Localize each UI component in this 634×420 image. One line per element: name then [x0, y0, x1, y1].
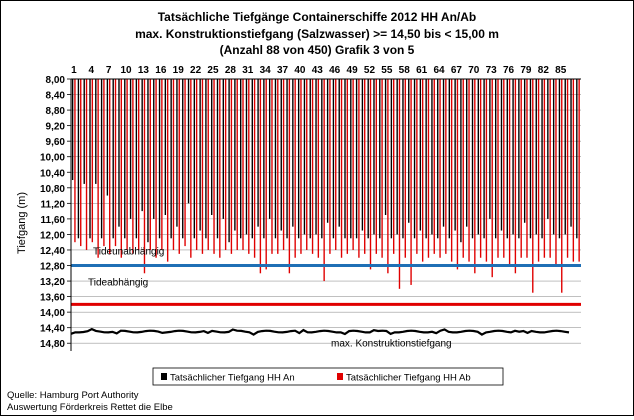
bar-hh-ab [138, 79, 139, 250]
bar-hh-ab [80, 79, 81, 246]
x-tick-label: 70 [468, 65, 480, 76]
bar-hh-an [89, 79, 90, 238]
bar-hh-ab [150, 79, 151, 250]
bar-hh-an [454, 79, 455, 231]
legend-label-an: Tatsächlicher Tiefgang HH An [170, 372, 295, 384]
bar-hh-an [240, 79, 241, 238]
bar-hh-an [425, 79, 426, 238]
x-tick-label: 79 [520, 65, 532, 76]
bar-hh-ab [544, 79, 545, 258]
bar-hh-ab [364, 79, 365, 254]
bar-hh-ab [179, 79, 180, 254]
bar-hh-an [524, 79, 525, 223]
bar-hh-an [263, 79, 264, 238]
bar-hh-ab [538, 79, 539, 262]
bar-hh-an [315, 79, 316, 234]
bar-hh-an [512, 79, 513, 234]
bar-hh-an [130, 79, 131, 219]
bar-hh-an [217, 79, 218, 238]
bar-hh-ab [410, 79, 411, 285]
x-tick-label: 55 [381, 65, 393, 76]
bar-hh-an [136, 79, 137, 238]
bar-hh-ab [486, 79, 487, 262]
bar-hh-ab [103, 79, 104, 246]
x-tick-label: 31 [242, 65, 254, 76]
bar-hh-ab [184, 79, 185, 246]
x-tick-label: 40 [294, 65, 306, 76]
x-tick-label: 82 [537, 65, 549, 76]
x-tick-label: 49 [346, 65, 358, 76]
bar-hh-an [257, 79, 258, 227]
x-tick-label: 19 [172, 65, 184, 76]
bar-hh-ab [248, 79, 249, 254]
bar-hh-an [565, 79, 566, 234]
bar-hh-an [466, 79, 467, 227]
bar-hh-an [118, 79, 119, 227]
y-tick-label: 13,60 [39, 292, 65, 304]
bar-hh-an [159, 79, 160, 238]
bar-hh-an [507, 79, 508, 238]
x-tick-label: 64 [433, 65, 445, 76]
bar-hh-ab [376, 79, 377, 254]
source-line-2: Auswertung Förderkreis Rettet die Elbe [7, 402, 173, 413]
bar-hh-an [72, 79, 73, 180]
bar-hh-an [344, 79, 345, 238]
x-tick-label: 52 [363, 65, 376, 76]
bar-hh-ab [213, 79, 214, 254]
bar-hh-an [286, 79, 287, 238]
bar-hh-ab [155, 79, 156, 258]
bar-hh-an [391, 79, 392, 238]
bar-hh-ab [173, 79, 174, 250]
y-tick-label: 14,40 [39, 323, 65, 335]
bar-hh-an [362, 79, 363, 231]
bar-hh-ab [86, 79, 87, 250]
bar-hh-an [443, 79, 444, 227]
x-tick-label: 25 [207, 65, 219, 76]
bar-hh-ab [497, 79, 498, 258]
bar-hh-an [153, 79, 154, 219]
bar-hh-an [541, 79, 542, 238]
bar-hh-an [182, 79, 183, 238]
bar-hh-an [489, 79, 490, 219]
bar-hh-ab [190, 79, 191, 258]
bar-hh-an [205, 79, 206, 238]
x-tick-label: 34 [259, 65, 271, 76]
bar-hh-ab [422, 79, 423, 262]
x-tick-label: 10 [120, 65, 132, 76]
bar-hh-ab [121, 79, 122, 258]
bar-hh-an [194, 79, 195, 238]
bar-hh-an [431, 79, 432, 234]
title-line-1: Tatsächliche Tiefgänge Containerschiffe 2012 HH An/Ab [157, 10, 477, 24]
bar-hh-ab [358, 79, 359, 258]
bar-hh-an [553, 79, 554, 234]
bar-hh-an [292, 79, 293, 227]
title-line-2: max. Konstruktionstiefgang (Salzwasser) >= 14,50 bis < 15,00 m [135, 27, 499, 41]
y-tick-label: 8,00 [45, 75, 65, 86]
bar-hh-ab [428, 79, 429, 258]
bar-hh-ab [225, 79, 226, 250]
y-tick-label: 10,40 [39, 168, 65, 180]
bar-hh-an [223, 79, 224, 219]
bar-hh-an [379, 79, 380, 238]
bar-hh-an [495, 79, 496, 238]
bar-hh-an [402, 79, 403, 238]
legend [153, 368, 503, 385]
bar-hh-an [501, 79, 502, 231]
tideunabhaengig-label: Tideunabhängig [93, 246, 165, 258]
bar-hh-ab [370, 79, 371, 269]
bar-hh-an [437, 79, 438, 238]
bar-hh-ab [549, 79, 550, 258]
x-tick-label: 43 [311, 65, 323, 76]
bar-hh-an [408, 79, 409, 223]
bar-hh-ab [434, 79, 435, 254]
bar-hh-ab [254, 79, 255, 258]
x-tick-label: 76 [502, 65, 515, 76]
bar-hh-an [327, 79, 328, 223]
tideabhaengig-label: Tideabhängig [88, 277, 149, 289]
bar-hh-ab [451, 79, 452, 262]
bar-hh-an [536, 79, 537, 234]
y-tick-label: 9,60 [45, 137, 65, 149]
bar-hh-ab [161, 79, 162, 250]
bar-hh-ab [341, 79, 342, 258]
source-line-1: Quelle: Hamburg Port Authority [7, 390, 139, 401]
bar-hh-ab [555, 79, 556, 266]
bar-hh-ab [387, 79, 388, 273]
bar-hh-an [396, 79, 397, 234]
bar-hh-ab [196, 79, 197, 250]
bar-hh-ab [515, 79, 516, 273]
bar-hh-an [101, 79, 102, 238]
legend-label-ab: Tatsächlicher Tiefgang HH Ab [346, 372, 471, 384]
bar-hh-ab [463, 79, 464, 258]
bar-hh-ab [92, 79, 93, 242]
y-tick-label: 12,80 [39, 261, 65, 273]
bar-hh-ab [393, 79, 394, 254]
bar-hh-ab [532, 79, 533, 293]
bar-hh-an [449, 79, 450, 238]
bar-hh-an [368, 79, 369, 238]
bar-hh-ab [347, 79, 348, 254]
x-tick-label: 67 [450, 65, 462, 76]
bar-hh-ab [521, 79, 522, 258]
bar-hh-an [576, 79, 577, 238]
bar-hh-ab [266, 79, 267, 269]
y-tick-label: 11,20 [40, 199, 65, 211]
bar-hh-an [124, 79, 125, 238]
x-tick-label: 46 [329, 65, 341, 76]
bar-hh-ab [208, 79, 209, 250]
bar-hh-ab [329, 79, 330, 254]
bar-hh-an [310, 79, 311, 238]
bar-hh-an [304, 79, 305, 234]
x-tick-label: 28 [224, 65, 236, 76]
y-tick-label: 11,60 [40, 214, 65, 226]
bar-hh-an [275, 79, 276, 238]
bar-hh-an [95, 79, 96, 184]
title-line-3: (Anzahl 88 von 450) Grafik 3 von 5 [219, 43, 415, 57]
bar-hh-an [170, 79, 171, 238]
bar-hh-ab [132, 79, 133, 254]
x-tick-label: 13 [137, 65, 150, 76]
bar-hh-ab [271, 79, 272, 254]
x-tick-label: 58 [398, 65, 410, 76]
bar-hh-ab [260, 79, 261, 273]
bar-hh-ab [231, 79, 232, 254]
bar-hh-an [350, 79, 351, 238]
bar-hh-an [298, 79, 299, 238]
bar-hh-an [211, 79, 212, 215]
bar-hh-ab [109, 79, 110, 254]
bar-hh-an [113, 79, 114, 238]
bar-hh-ab [474, 79, 475, 273]
bar-hh-ab [323, 79, 324, 281]
bar-hh-ab [573, 79, 574, 262]
bar-hh-ab [352, 79, 353, 250]
bar-hh-ab [503, 79, 504, 258]
bar-hh-an [176, 79, 177, 227]
bar-hh-an [385, 79, 386, 215]
bar-hh-ab [294, 79, 295, 258]
bar-hh-an [483, 79, 484, 238]
x-tick-label: 16 [155, 65, 167, 76]
bar-hh-an [252, 79, 253, 238]
bar-hh-ab [335, 79, 336, 250]
bar-hh-an [147, 79, 148, 242]
bar-hh-ab [439, 79, 440, 258]
legend-swatch-an [161, 373, 167, 380]
bar-hh-ab [97, 79, 98, 258]
bar-hh-an [570, 79, 571, 227]
bar-hh-ab [381, 79, 382, 258]
bar-hh-ab [300, 79, 301, 254]
bar-hh-an [246, 79, 247, 234]
bar-hh-an [234, 79, 235, 231]
y-tick-label: 10,00 [39, 152, 65, 164]
bar-hh-an [228, 79, 229, 242]
bar-hh-an [530, 79, 531, 238]
bar-hh-an [78, 79, 79, 238]
bar-hh-ab [126, 79, 127, 250]
bar-hh-ab [202, 79, 203, 254]
bar-hh-an [188, 79, 189, 203]
konstruktionstiefgang-label: max. Konstruktionstiefgang [331, 338, 452, 350]
bar-hh-ab [219, 79, 220, 258]
y-tick-label: 8,80 [45, 106, 65, 118]
bar-hh-an [478, 79, 479, 234]
bar-hh-ab [492, 79, 493, 277]
legend-swatch-ab [337, 373, 343, 380]
draft-chart [1, 1, 633, 415]
bar-hh-an [165, 79, 166, 215]
bar-hh-ab [167, 79, 168, 262]
y-tick-label: 10,80 [39, 183, 65, 195]
bar-hh-ab [283, 79, 284, 250]
bar-hh-ab [578, 79, 579, 262]
y-tick-label: 14,00 [39, 308, 65, 320]
y-tick-label: 13,20 [39, 277, 65, 289]
bar-hh-ab [509, 79, 510, 266]
bar-hh-an [107, 79, 108, 196]
bar-hh-an [559, 79, 560, 238]
bar-hh-an [460, 79, 461, 242]
bar-hh-an [321, 79, 322, 238]
bar-hh-ab [526, 79, 527, 258]
bar-hh-ab [237, 79, 238, 250]
bar-hh-an [356, 79, 357, 238]
bar-hh-an [518, 79, 519, 238]
bar-hh-ab [242, 79, 243, 250]
bar-hh-an [199, 79, 200, 231]
bar-hh-an [281, 79, 282, 231]
bar-hh-ab [306, 79, 307, 250]
bar-hh-an [84, 79, 85, 184]
y-axis-label: Tiefgang (m) [16, 192, 28, 254]
bar-hh-ab [457, 79, 458, 269]
bar-hh-an [141, 79, 142, 211]
y-tick-label: 12,00 [39, 230, 65, 242]
bar-hh-ab [567, 79, 568, 258]
bar-hh-an [414, 79, 415, 238]
y-tick-label: 9,20 [45, 121, 65, 133]
bar-hh-an [373, 79, 374, 234]
bar-hh-ab [74, 79, 75, 242]
bar-hh-ab [561, 79, 562, 293]
chart-title [135, 10, 499, 57]
bar-hh-an [547, 79, 548, 219]
bar-hh-ab [144, 79, 145, 273]
bar-hh-ab [115, 79, 116, 246]
bar-hh-ab [318, 79, 319, 258]
bar-hh-ab [468, 79, 469, 262]
x-tick-label: 1 [71, 65, 77, 76]
bar-hh-ab [289, 79, 290, 273]
y-tick-label: 12,40 [39, 245, 65, 257]
bar-hh-ab [312, 79, 313, 254]
bar-hh-an [472, 79, 473, 238]
bar-hh-ab [399, 79, 400, 289]
bar-hh-ab [445, 79, 446, 254]
bar-hh-an [269, 79, 270, 219]
bar-hh-ab [277, 79, 278, 254]
x-tick-label: 37 [276, 65, 289, 76]
x-tick-label: 61 [416, 65, 428, 76]
y-tick-label: 8,40 [45, 90, 65, 102]
bar-hh-ab [405, 79, 406, 258]
x-tick-label: 7 [105, 65, 112, 76]
bar-hh-an [420, 79, 421, 231]
x-tick-label: 4 [88, 65, 95, 76]
bar-hh-ab [416, 79, 417, 254]
bar-hh-an [333, 79, 334, 238]
bar-hh-an [339, 79, 340, 227]
y-tick-label: 14,80 [39, 339, 65, 351]
x-tick-label: 22 [190, 65, 202, 76]
x-tick-label: 85 [555, 65, 567, 76]
x-tick-label: 73 [485, 65, 497, 76]
bar-hh-ab [480, 79, 481, 258]
